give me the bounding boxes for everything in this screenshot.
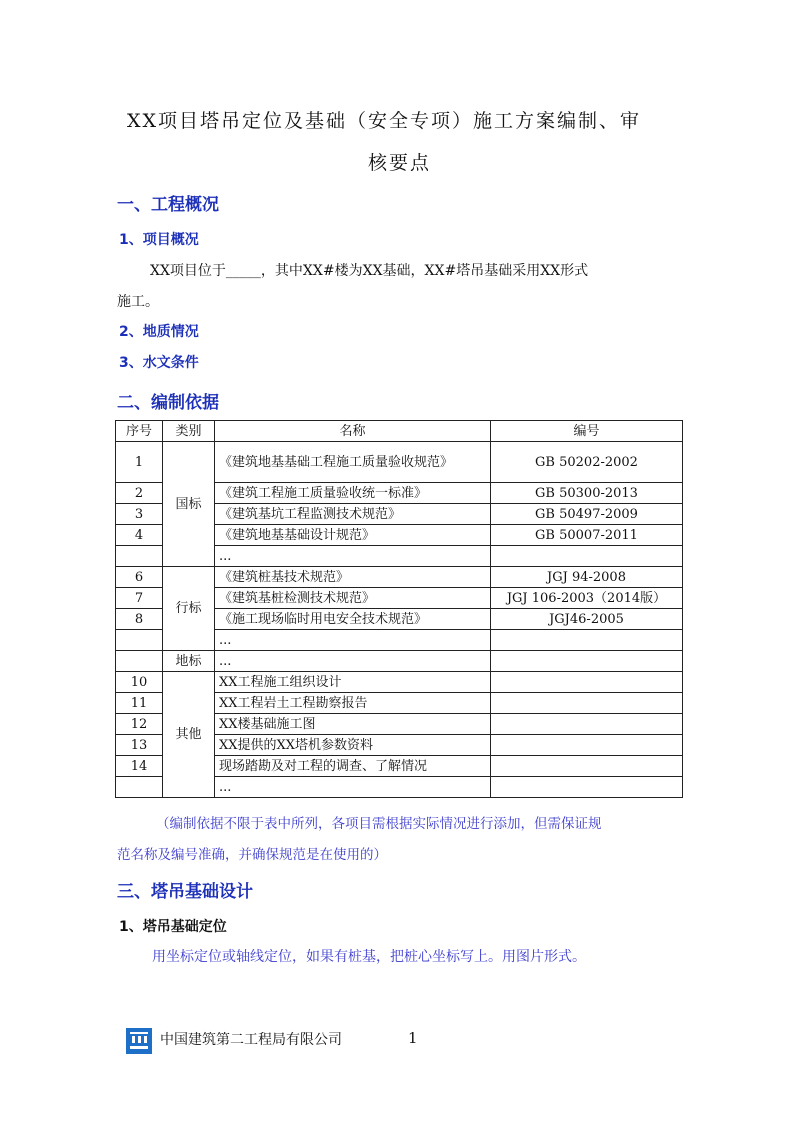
header-cell: 类别 bbox=[163, 421, 215, 442]
cell-no bbox=[116, 630, 163, 651]
cell-code: GB 50202-2002 bbox=[491, 442, 683, 483]
footer-company: 中国建筑第二工程局有限公司 bbox=[160, 1032, 342, 1048]
cell-no: 13 bbox=[116, 735, 163, 756]
header-cell: 编号 bbox=[491, 421, 683, 442]
cell-name: ... bbox=[215, 630, 491, 651]
category-cell: 行标 bbox=[163, 567, 215, 651]
cell-name: XX提供的XX塔机参数资料 bbox=[215, 735, 491, 756]
table-note: （编制依据不限于表中所列，各项目需根据实际情况进行添加，但需保证规 bbox=[156, 816, 602, 832]
cell-code bbox=[491, 651, 683, 672]
cell-name: XX工程施工组织设计 bbox=[215, 672, 491, 693]
cell-name: ... bbox=[215, 777, 491, 798]
cell-code bbox=[491, 630, 683, 651]
cell-no: 8 bbox=[116, 609, 163, 630]
cell-no: 11 bbox=[116, 693, 163, 714]
category-cell: 地标 bbox=[163, 651, 215, 672]
category-cell: 国标 bbox=[163, 442, 215, 567]
subsection-heading: 3、水文条件 bbox=[119, 355, 199, 371]
table-row bbox=[116, 672, 683, 693]
cell-code bbox=[491, 546, 683, 567]
page-number: 1 bbox=[408, 1029, 418, 1047]
subsection-heading: 2、地质情况 bbox=[119, 324, 199, 340]
cell-no: 2 bbox=[116, 483, 163, 504]
cell-no: 3 bbox=[116, 504, 163, 525]
table-row bbox=[116, 442, 683, 483]
table-row bbox=[116, 567, 683, 588]
paragraph: 施工。 bbox=[117, 294, 159, 310]
cell-name: 《施工现场临时用电安全技术规范》 bbox=[215, 609, 491, 630]
cell-no: 14 bbox=[116, 756, 163, 777]
cell-code bbox=[491, 672, 683, 693]
cell-code bbox=[491, 735, 683, 756]
cell-code bbox=[491, 693, 683, 714]
section-heading: 二、编制依据 bbox=[117, 393, 219, 413]
section-heading: 一、工程概况 bbox=[117, 195, 219, 215]
table-note: 范名称及编号准确，并确保规范是在使用的） bbox=[117, 847, 387, 863]
cell-code: GB 50497-2009 bbox=[491, 504, 683, 525]
cell-name: 现场踏勘及对工程的调查、了解情况 bbox=[215, 756, 491, 777]
cell-name: XX工程岩土工程勘察报告 bbox=[215, 693, 491, 714]
doc-title-line2: 核要点 bbox=[368, 152, 432, 174]
cell-code: GB 50300-2013 bbox=[491, 483, 683, 504]
cell-name: 《建筑基桩检测技术规范》 bbox=[215, 588, 491, 609]
cell-no bbox=[116, 546, 163, 567]
category-cell: 其他 bbox=[163, 672, 215, 798]
cell-code: JGJ 94-2008 bbox=[491, 567, 683, 588]
cell-no: 12 bbox=[116, 714, 163, 735]
doc-title-line1: XX项目塔吊定位及基础（安全专项）施工方案编制、审 bbox=[127, 110, 642, 132]
header-cell: 序号 bbox=[116, 421, 163, 442]
cell-name: 《建筑基坑工程监测技术规范》 bbox=[215, 504, 491, 525]
cell-no: 6 bbox=[116, 567, 163, 588]
table-header-row bbox=[116, 421, 683, 442]
cell-name: 《建筑桩基技术规范》 bbox=[215, 567, 491, 588]
cell-no: 7 bbox=[116, 588, 163, 609]
cell-code bbox=[491, 777, 683, 798]
header-cell: 名称 bbox=[215, 421, 491, 442]
standards-table bbox=[115, 420, 683, 798]
cell-name: ... bbox=[215, 651, 491, 672]
cell-code: GB 50007-2011 bbox=[491, 525, 683, 546]
cell-no: 10 bbox=[116, 672, 163, 693]
cell-name: 《建筑地基基础工程施工质量验收规范》 bbox=[215, 442, 491, 483]
cell-name: ... bbox=[215, 546, 491, 567]
table-row bbox=[116, 651, 683, 672]
cell-code bbox=[491, 756, 683, 777]
cell-code bbox=[491, 714, 683, 735]
cell-name: 《建筑地基基础设计规范》 bbox=[215, 525, 491, 546]
cell-no: 4 bbox=[116, 525, 163, 546]
subsection-heading: 1、项目概况 bbox=[119, 232, 199, 248]
cell-name: 《建筑工程施工质量验收统一标准》 bbox=[215, 483, 491, 504]
section-heading: 三、塔吊基础设计 bbox=[117, 882, 253, 902]
company-logo bbox=[126, 1028, 152, 1054]
cell-no: 1 bbox=[116, 442, 163, 483]
cell-code: JGJ46-2005 bbox=[491, 609, 683, 630]
paragraph: XX项目位于_____，其中XX#楼为XX基础，XX#塔吊基础采用XX形式 bbox=[150, 263, 589, 279]
cell-no bbox=[116, 651, 163, 672]
paragraph: 用坐标定位或轴线定位，如果有桩基，把桩心坐标写上。用图片形式。 bbox=[152, 949, 586, 965]
cell-no bbox=[116, 777, 163, 798]
cell-name: XX楼基础施工图 bbox=[215, 714, 491, 735]
subsection-heading: 1、塔吊基础定位 bbox=[119, 919, 227, 935]
cell-code: JGJ 106-2003（2014版） bbox=[491, 588, 683, 609]
